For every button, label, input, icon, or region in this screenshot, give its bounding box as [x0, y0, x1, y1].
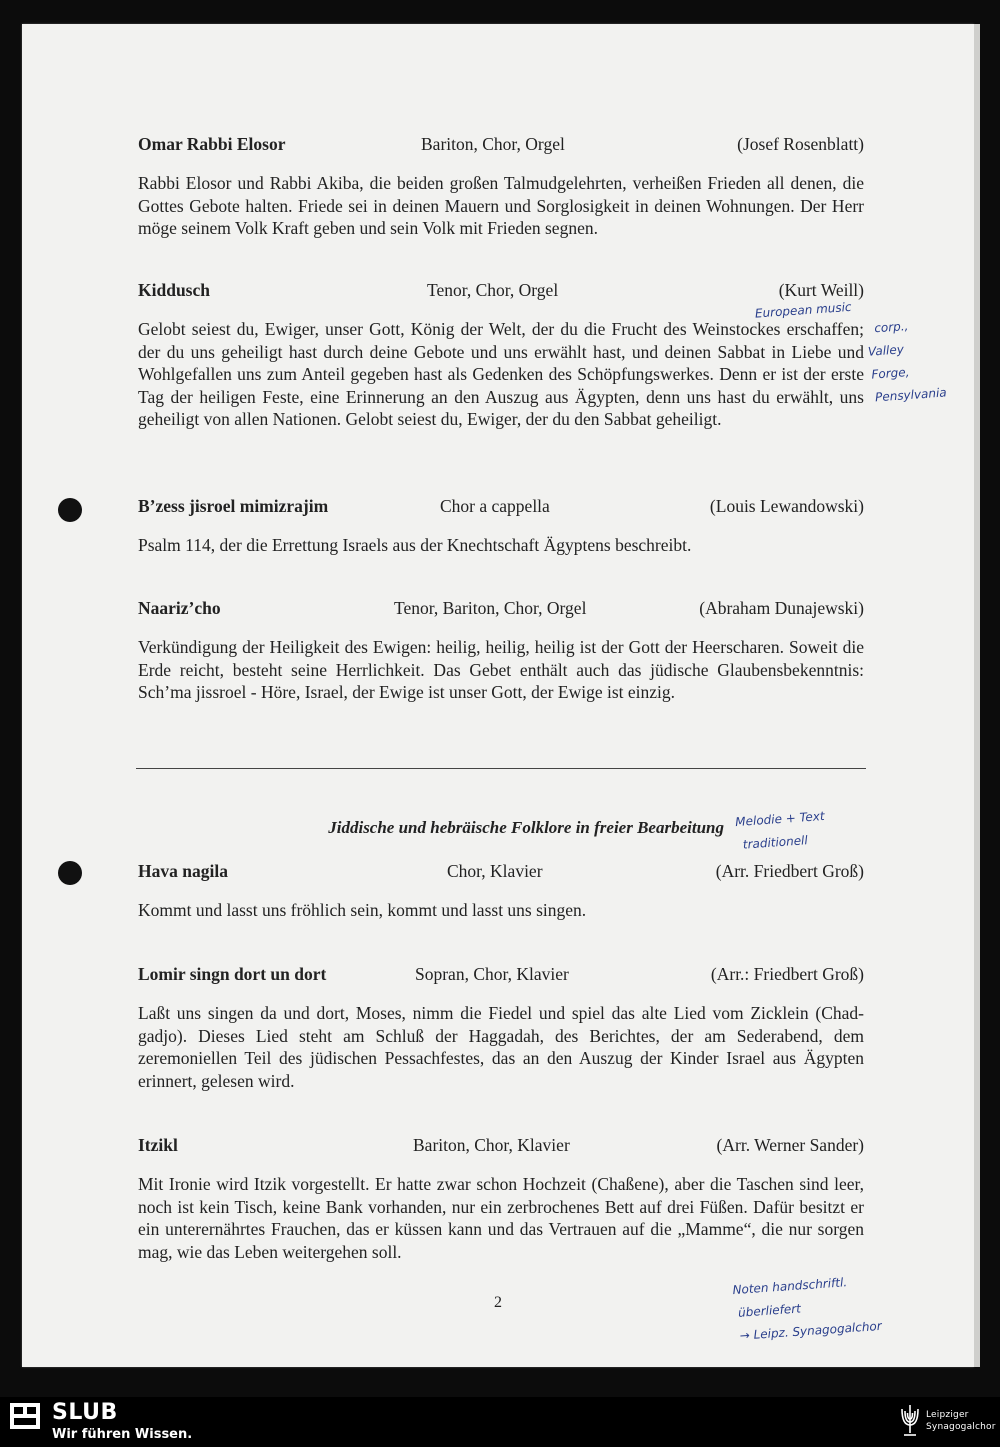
entry-description: Kommt und lasst uns fröhlich sein, kommt und lasst uns singen. [138, 900, 587, 920]
punch-hole-bottom [58, 861, 82, 885]
handwritten-line: traditionell [742, 833, 809, 852]
paper-edge [974, 24, 980, 1367]
entry-description: Verkündigung der Heiligkeit des Ewigen: heilig, heilig, heilig ist der Gott der Heerscharen. Soweit die Erde reicht, besteht seine Herrlichkeit. Das Gebet enthält auch das jüdische Glaubensbekenntnis: Sch’ma jissroel - Höre, Israel, der Ewige ist unser Gott, der Ewige ist einzig. [138, 637, 864, 702]
entry-description: Psalm 114, der die Errettung Israels aus der Knechtschaft Ägyptens beschreibt. [138, 535, 692, 555]
entry-title: Itzikl [138, 1135, 178, 1155]
handwritten-note-bottom [732, 1269, 883, 1348]
section-divider [136, 768, 866, 769]
entry-composer: (Abraham Dunajewski) [699, 598, 864, 618]
entry-composer: (Louis Lewandowski) [709, 496, 864, 516]
slub-logo-icon [10, 1403, 40, 1429]
library-name: SLUB [52, 1400, 118, 1425]
entry-description: Gelobt seiest du, Ewiger, unser Gott, König der Welt, der du die Frucht des Weinstockes erschaffen; der du uns geheiligt hast durch deine Gebote und uns erwählt hast, und deinen Sabbat in Liebe und Wohlgefallen uns zum Anteil gegeben hast als Gedenken des Schöpfungswerkes. Denn er ist der erste Tag der heiligen Feste, eine Erinnerung an den Auszug aus Ägypten, denn uns hast du erwählt, uns geheiligt von allen Nationen. Gelobt seiest du, Ewiger, der du den Sabbat geheiligt. [138, 319, 864, 429]
entry-voices: Bariton, Chor, Klavier [413, 1135, 570, 1155]
section-title: Jiddische und hebräische Folklore in freier Bearbeitung [328, 818, 724, 837]
entry-voices: Tenor, Chor, Orgel [427, 280, 559, 300]
handwritten-line: Noten handschriftl. [732, 1275, 848, 1298]
entry-bzess-jisroel [138, 496, 864, 557]
handwritten-line: Melodie + Text [734, 808, 826, 830]
handwritten-line: → Leipz. Synagogalchor [739, 1318, 883, 1343]
entry-composer: (Arr.: Friedbert Groß) [710, 964, 864, 984]
entry-title: Omar Rabbi Elosor [138, 134, 286, 154]
entry-composer: (Kurt Weill) [778, 280, 864, 300]
entry-voices: Chor, Klavier [447, 861, 543, 881]
menorah-icon [898, 1403, 922, 1439]
entry-hava-nagila [138, 861, 864, 922]
entry-description: Rabbi Elosor und Rabbi Akiba, die beiden großen Talmudgelehrten, verheißen Frieden all denen, die Gottes Gebote halten. Friede sei in deinen Mauern und Sorglosigkeit in deinen Wohnungen. Der Herr möge seinem Volk Kraft geben und sein Volk mit Frieden segnen. [138, 173, 864, 238]
entry-naarizcho [138, 598, 864, 704]
entry-description: Mit Ironie wird Itzik vorgestellt. Er hatte zwar schon Hochzeit (Chaßene), aber die Taschen sind leer, noch ist kein Tisch, keine Bank vorhanden, nur ein zerbrochenes Bett auf drei Füßen. Dafür besitzt er ein unterernährtes Frauchen, das er küssen kann und das Vertrauen auf die „Mamme“, die nur sorgen mag, wie das Leben weitergehen soll. [138, 1174, 864, 1262]
document-page [22, 24, 974, 1367]
entry-title: B’zess jisroel mimizrajim [138, 496, 329, 516]
entry-title: Naariz’cho [138, 598, 221, 618]
entry-composer: (Arr. Werner Sander) [716, 1135, 864, 1155]
handwritten-line: Valley [867, 342, 905, 359]
entry-title: Hava nagila [138, 861, 228, 881]
handwritten-note-folklore [735, 805, 827, 857]
handwritten-line: Forge, [871, 364, 910, 382]
entry-voices: Chor a cappella [440, 496, 550, 516]
page-number: 2 [494, 1294, 502, 1311]
entry-description: Laßt uns singen da und dort, Moses, nimm die Fiedel und spiel das alte Lied vom Zicklein (Chad-gadjo). Dieses Lied steht am Schluß der Haggadah, des Berichtes, der am Sederabend, dem zeremoniellen Teil des jüdischen Pessachfestes, das an den Auszug der Kinder Israel aus Ägypten erinnert, gelesen wird. [138, 1003, 864, 1091]
entry-voices: Sopran, Chor, Klavier [415, 964, 569, 984]
footer-bar [0, 1397, 1000, 1447]
library-slogan: Wir führen Wissen. [52, 1427, 193, 1442]
handwritten-line: European music [754, 299, 852, 321]
choir-wordmark [926, 1409, 996, 1433]
entry-omar-rabbi-elosor [138, 134, 864, 240]
handwritten-note-kiddusch [754, 290, 947, 418]
entry-title: Lomir singn dort un dort [138, 964, 327, 984]
entry-voices: Tenor, Bariton, Chor, Orgel [394, 598, 587, 618]
handwritten-line: corp., [873, 318, 909, 336]
entry-composer: (Josef Rosenblatt) [737, 134, 864, 154]
punch-hole-top [58, 498, 82, 522]
entry-title: Kiddusch [138, 280, 210, 300]
handwritten-line: überliefert [737, 1301, 802, 1320]
handwritten-line: Pensylvania [874, 385, 948, 405]
choir-line-2: Synagogalchor [926, 1422, 996, 1432]
entry-itzikl [138, 1135, 864, 1263]
entry-composer: (Arr. Friedbert Groß) [715, 861, 864, 881]
choir-line-1: Leipziger [926, 1410, 969, 1420]
entry-voices: Bariton, Chor, Orgel [421, 134, 565, 154]
entry-lomir-singn [138, 964, 864, 1092]
